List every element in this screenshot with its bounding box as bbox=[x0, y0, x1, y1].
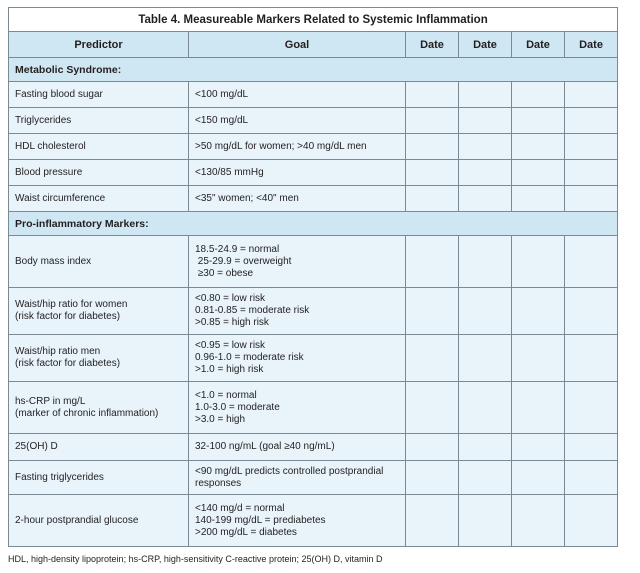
predictor-line: Fasting blood sugar bbox=[15, 88, 103, 100]
goal-cell bbox=[189, 461, 406, 495]
predictor-cell bbox=[9, 186, 189, 212]
goal-line: responses bbox=[195, 477, 242, 489]
date-entry-cell[interactable] bbox=[565, 236, 618, 288]
goal-line: 1.0-3.0 = moderate bbox=[195, 401, 280, 413]
date-entry-cell[interactable] bbox=[512, 335, 565, 382]
date-entry-cell[interactable] bbox=[565, 82, 618, 108]
date-entry-cell[interactable] bbox=[512, 160, 565, 186]
table-row bbox=[9, 108, 618, 134]
predictor-cell bbox=[9, 108, 189, 134]
date-entry-cell[interactable] bbox=[512, 108, 565, 134]
goal-line: >3.0 = high bbox=[195, 413, 246, 425]
date-entry-cell[interactable] bbox=[406, 186, 459, 212]
date-entry-cell[interactable] bbox=[512, 288, 565, 335]
table-row bbox=[9, 288, 618, 335]
goal-line: 0.81-0.85 = moderate risk bbox=[195, 305, 310, 316]
date-header: Date bbox=[459, 32, 512, 58]
predictor-cell bbox=[9, 134, 189, 160]
predictor-line: (marker of chronic inflammation) bbox=[15, 407, 159, 419]
predictor-line: 25(OH) D bbox=[15, 441, 58, 452]
date-entry-cell[interactable] bbox=[512, 461, 565, 495]
date-entry-cell[interactable] bbox=[565, 335, 618, 382]
predictor-cell bbox=[9, 236, 189, 288]
date-header: Date bbox=[406, 32, 459, 58]
date-entry-cell[interactable] bbox=[565, 461, 618, 495]
predictor-header: Predictor bbox=[9, 32, 189, 58]
footnote: HDL, high-density lipoprotein; hs-CRP, high-sensitivity C-reactive protein; 25(OH) D, vitamin D bbox=[8, 554, 383, 564]
goal-line: <130/85 mmHg bbox=[195, 166, 264, 178]
table-row bbox=[9, 82, 618, 108]
table-row bbox=[9, 495, 618, 547]
date-entry-cell[interactable] bbox=[512, 495, 565, 547]
date-entry-cell[interactable] bbox=[459, 288, 512, 335]
date-entry-cell[interactable] bbox=[406, 160, 459, 186]
predictor-line: Waist/hip ratio for women bbox=[15, 299, 128, 310]
goal-line: 18.5-24.9 = normal bbox=[195, 243, 280, 255]
goal-cell bbox=[189, 382, 406, 434]
date-entry-cell[interactable] bbox=[406, 108, 459, 134]
predictor-line: Triglycerides bbox=[15, 114, 72, 126]
date-entry-cell[interactable] bbox=[512, 134, 565, 160]
date-entry-cell[interactable] bbox=[512, 434, 565, 461]
goal-line: <100 mg/dL bbox=[195, 88, 249, 100]
date-entry-cell[interactable] bbox=[565, 186, 618, 212]
date-entry-cell[interactable] bbox=[406, 82, 459, 108]
section-heading: Pro-inflammatory Markers: bbox=[9, 212, 618, 236]
predictor-line: Waist/hip ratio men bbox=[15, 346, 101, 357]
date-entry-cell[interactable] bbox=[512, 382, 565, 434]
date-entry-cell[interactable] bbox=[565, 495, 618, 547]
date-entry-cell[interactable] bbox=[406, 335, 459, 382]
table-row bbox=[9, 461, 618, 495]
table-body bbox=[9, 58, 618, 547]
goal-line: <0.95 = low risk bbox=[195, 340, 266, 351]
date-entry-cell[interactable] bbox=[512, 82, 565, 108]
date-entry-cell[interactable] bbox=[459, 134, 512, 160]
date-entry-cell[interactable] bbox=[459, 495, 512, 547]
predictor-cell bbox=[9, 495, 189, 547]
goal-line: >200 mg/dL = diabetes bbox=[195, 526, 297, 538]
table-row bbox=[9, 236, 618, 288]
date-entry-cell[interactable] bbox=[512, 236, 565, 288]
section-row bbox=[9, 58, 618, 82]
predictor-line: HDL cholesterol bbox=[15, 140, 86, 152]
goal-cell bbox=[189, 134, 406, 160]
date-entry-cell[interactable] bbox=[565, 108, 618, 134]
predictor-line: Waist circumference bbox=[15, 192, 106, 204]
date-entry-cell[interactable] bbox=[406, 434, 459, 461]
goal-cell bbox=[189, 335, 406, 382]
predictor-line: Blood pressure bbox=[15, 166, 83, 178]
goal-line: ≥30 = obese bbox=[195, 267, 254, 279]
goal-header: Goal bbox=[189, 32, 406, 58]
table-row bbox=[9, 160, 618, 186]
goal-line: <35" women; <40" men bbox=[195, 192, 299, 204]
goal-cell bbox=[189, 82, 406, 108]
goal-line: >50 mg/dL for women; >40 mg/dL men bbox=[195, 140, 367, 152]
date-entry-cell[interactable] bbox=[512, 186, 565, 212]
goal-cell bbox=[189, 186, 406, 212]
header-row bbox=[9, 32, 618, 58]
date-header: Date bbox=[565, 32, 618, 58]
date-entry-cell[interactable] bbox=[459, 82, 512, 108]
predictor-cell bbox=[9, 160, 189, 186]
predictor-line: hs-CRP in mg/L bbox=[15, 395, 86, 407]
goal-line: 25-29.9 = overweight bbox=[195, 255, 292, 267]
date-entry-cell[interactable] bbox=[406, 461, 459, 495]
table-row bbox=[9, 434, 618, 461]
predictor-cell bbox=[9, 382, 189, 434]
section-heading: Metabolic Syndrome: bbox=[9, 58, 618, 82]
goal-cell bbox=[189, 108, 406, 134]
goal-line: <150 mg/dL bbox=[195, 114, 249, 126]
goal-line: >1.0 = high risk bbox=[195, 364, 264, 375]
date-entry-cell[interactable] bbox=[565, 382, 618, 434]
goal-line: >0.85 = high risk bbox=[195, 317, 269, 328]
table-title: Table 4. Measureable Markers Related to Systemic Inflammation bbox=[9, 8, 618, 32]
date-entry-cell[interactable] bbox=[459, 236, 512, 288]
date-entry-cell[interactable] bbox=[459, 461, 512, 495]
predictor-line: (risk factor for diabetes) bbox=[15, 358, 121, 369]
goal-cell bbox=[189, 495, 406, 547]
date-entry-cell[interactable] bbox=[565, 434, 618, 461]
goal-line: 0.96-1.0 = moderate risk bbox=[195, 352, 304, 363]
date-entry-cell[interactable] bbox=[459, 160, 512, 186]
date-entry-cell[interactable] bbox=[459, 335, 512, 382]
markers-table bbox=[8, 7, 618, 547]
predictor-cell bbox=[9, 335, 189, 382]
goal-cell bbox=[189, 160, 406, 186]
date-header: Date bbox=[512, 32, 565, 58]
predictor-line: Body mass index bbox=[15, 255, 92, 267]
goal-line: <1.0 = normal bbox=[195, 389, 257, 401]
table-row bbox=[9, 382, 618, 434]
predictor-cell bbox=[9, 288, 189, 335]
goal-line: <140 mg/d = normal bbox=[195, 502, 285, 514]
goal-line: 32-100 ng/mL (goal ≥40 ng/mL) bbox=[195, 441, 335, 452]
goal-line: 140-199 mg/dL = prediabetes bbox=[195, 514, 326, 526]
table-row bbox=[9, 186, 618, 212]
predictor-line: Fasting triglycerides bbox=[15, 471, 104, 483]
goal-line: <90 mg/dL predicts controlled postprandial bbox=[195, 465, 384, 477]
goal-cell bbox=[189, 288, 406, 335]
date-entry-cell[interactable] bbox=[459, 434, 512, 461]
predictor-line: (risk factor for diabetes) bbox=[15, 311, 121, 322]
predictor-line: 2-hour postprandial glucose bbox=[15, 514, 139, 526]
date-entry-cell[interactable] bbox=[565, 160, 618, 186]
date-entry-cell[interactable] bbox=[565, 134, 618, 160]
date-entry-cell[interactable] bbox=[406, 495, 459, 547]
section-row bbox=[9, 212, 618, 236]
goal-cell bbox=[189, 236, 406, 288]
table-row bbox=[9, 134, 618, 160]
date-entry-cell[interactable] bbox=[459, 108, 512, 134]
date-entry-cell[interactable] bbox=[459, 382, 512, 434]
date-entry-cell[interactable] bbox=[459, 186, 512, 212]
date-entry-cell[interactable] bbox=[406, 236, 459, 288]
date-entry-cell[interactable] bbox=[565, 288, 618, 335]
predictor-cell bbox=[9, 434, 189, 461]
goal-line: <0.80 = low risk bbox=[195, 293, 266, 304]
date-entry-cell[interactable] bbox=[406, 382, 459, 434]
date-entry-cell[interactable] bbox=[406, 134, 459, 160]
goal-cell bbox=[189, 434, 406, 461]
date-entry-cell[interactable] bbox=[406, 288, 459, 335]
predictor-cell bbox=[9, 461, 189, 495]
table-row bbox=[9, 335, 618, 382]
predictor-cell bbox=[9, 82, 189, 108]
